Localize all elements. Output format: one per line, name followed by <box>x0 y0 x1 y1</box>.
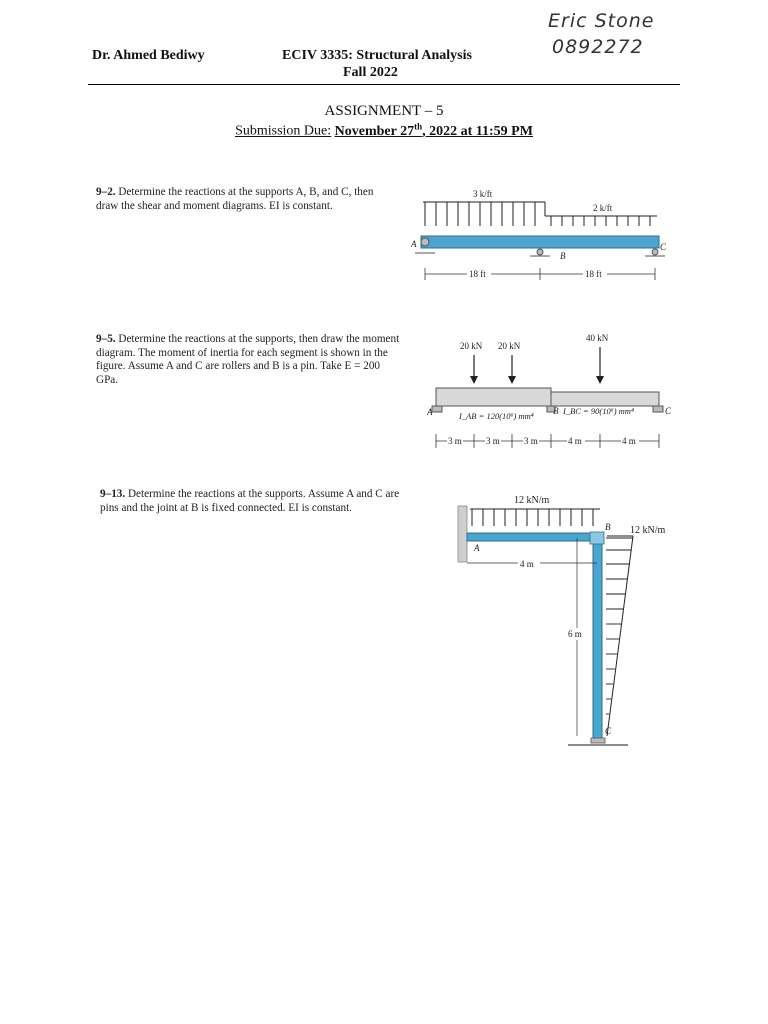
dim-4m: 4 m <box>520 559 534 569</box>
instructor-name: Dr. Ahmed Bediwy <box>92 48 205 63</box>
label-load-top: 12 kN/m <box>514 495 550 506</box>
label-inertia-bc: I_BC = 90(10⁶) mm⁴ <box>563 406 634 416</box>
support-roller-c <box>653 406 663 412</box>
problem-9-5-number: 9–5. <box>96 333 116 345</box>
handwritten-id: 0892272 <box>552 36 644 58</box>
header-rule <box>88 84 680 85</box>
dim-18ft-right: 18 ft <box>585 269 602 279</box>
label-b: B <box>605 522 611 532</box>
dim-4m-1: 4 m <box>568 436 582 446</box>
label-c: C <box>605 726 612 736</box>
support-roller-a <box>432 406 442 412</box>
dim-3m-1: 3 m <box>448 436 462 446</box>
label-c: C <box>665 406 672 416</box>
submission-due <box>0 121 768 140</box>
label-b: B <box>553 406 559 416</box>
label-load-20kn-1: 20 kN <box>460 341 483 351</box>
joint-b <box>590 532 604 544</box>
wall-a <box>458 506 467 562</box>
label-load-side: 12 kN/m <box>630 525 666 536</box>
support-pin-a <box>421 238 429 246</box>
member-bc <box>593 533 602 739</box>
assignment-title: ASSIGNMENT – 5 <box>324 103 444 119</box>
label-load-3kft: 3 k/ft <box>473 189 493 199</box>
problem-9-5-text <box>96 333 404 387</box>
handwritten-name: Eric Stone <box>548 10 655 32</box>
problem-9-13-text <box>100 488 410 515</box>
arrow-20kn-2 <box>508 376 516 384</box>
dim-4m-2: 4 m <box>622 436 636 446</box>
label-inertia-ab: I_AB = 120(10⁶) mm⁴ <box>459 411 534 421</box>
figure-9-13-frame <box>450 488 678 760</box>
dim-18ft-left: 18 ft <box>469 269 486 279</box>
due-date <box>334 121 533 139</box>
due-month-day: November 27 <box>334 123 415 139</box>
label-a: A <box>474 543 480 553</box>
label-a: A <box>411 239 417 249</box>
beam-segment-bc <box>551 392 659 406</box>
problem-9-13-statement: Determine the reactions at the supports. Assume A and C are pins and the joint at B is fixed connected. EI is constant. <box>100 488 400 514</box>
due-label: Submission Due: <box>235 123 332 139</box>
label-c: C <box>660 242 667 252</box>
beam-segment-ab <box>436 388 551 406</box>
problem-9-2-number: 9–2. <box>96 186 116 198</box>
support-pin-c <box>591 738 605 743</box>
support-roller-c <box>652 249 658 255</box>
label-load-2kft: 2 k/ft <box>593 203 613 213</box>
label-b: B <box>560 251 566 261</box>
term: Fall 2022 <box>343 65 398 80</box>
problem-9-2-text <box>96 186 396 213</box>
problem-9-5-statement: Determine the reactions at the supports, then draw the moment diagram. The moment of inertia for each segment is shown in the figure. Assume A and C are rollers and B is a pin. Take E = 200 GPa. <box>96 333 400 386</box>
label-a: A <box>427 407 433 417</box>
problem-9-13-number: 9–13. <box>100 488 126 500</box>
arrow-40kn <box>596 376 604 384</box>
dim-6m: 6 m <box>568 629 582 639</box>
figure-9-2-beam <box>405 182 675 292</box>
dim-3m-3: 3 m <box>524 436 538 446</box>
course-title: ECIV 3335: Structural Analysis <box>282 48 472 63</box>
label-load-40kn: 40 kN <box>586 333 609 343</box>
problem-9-2-statement: Determine the reactions at the supports A, B, and C, then draw the shear and moment diagrams. EI is constant. <box>96 186 374 212</box>
arrow-20kn-1 <box>470 376 478 384</box>
support-roller-b <box>537 249 543 255</box>
label-load-20kn-2: 20 kN <box>498 341 521 351</box>
due-suffix: th <box>414 121 423 131</box>
member-ab <box>467 533 597 541</box>
due-rest: , 2022 at 11:59 PM <box>422 123 533 139</box>
beam-abc <box>421 236 659 248</box>
figure-9-5-beam <box>425 330 675 458</box>
dim-3m-2: 3 m <box>486 436 500 446</box>
